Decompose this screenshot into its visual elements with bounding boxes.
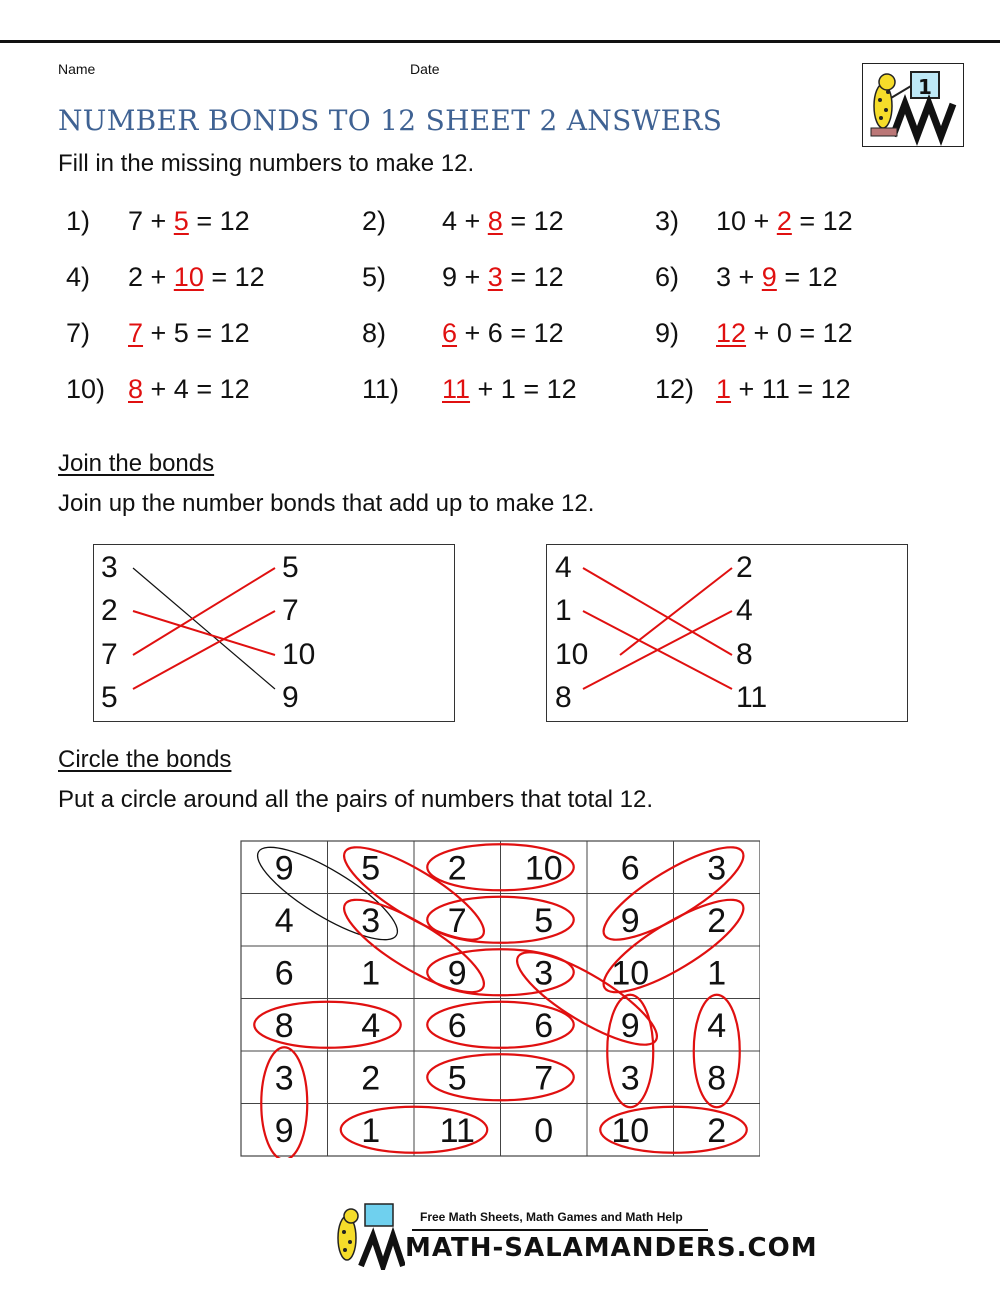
circle-bonds-heading: Circle the bonds: [58, 746, 232, 773]
answer-value: 5: [173, 206, 189, 236]
box2-left-3: 8: [555, 681, 572, 714]
grid-cell-number: 3: [707, 849, 727, 888]
question-equation: [128, 206, 250, 237]
equation-pre: 7 +: [128, 206, 174, 236]
answer-value: 10: [173, 262, 204, 292]
question-number: 12): [655, 374, 695, 404]
question-number: 4): [66, 262, 91, 292]
logo-grade: 1: [918, 75, 932, 99]
footer-rule: [412, 1229, 708, 1231]
question-number: 1): [66, 206, 91, 236]
box1-right-0: 5: [282, 551, 299, 584]
grid-cell-number: 0: [534, 1111, 554, 1150]
equation-pre: 3 +: [716, 262, 762, 292]
grid-cell-number: 3: [620, 1059, 640, 1098]
grid-cell-number: 2: [361, 1059, 381, 1098]
grid-cell-number: 9: [620, 1006, 640, 1045]
equation-post: + 6 = 12: [457, 318, 564, 348]
answer-value: 3: [487, 262, 503, 292]
grid-cell-number: 6: [620, 849, 640, 888]
equation-post: = 12: [203, 262, 265, 292]
salamander-logo-icon: [863, 64, 963, 146]
footer-tagline: Free Math Sheets, Math Games and Math Help: [420, 1210, 683, 1224]
grid-cell-number: 3: [274, 1059, 294, 1098]
equation-pre: 10 +: [716, 206, 777, 236]
equation-post: + 4 = 12: [143, 374, 250, 404]
grid-cell-number: 3: [361, 901, 381, 940]
date-label: Date: [410, 61, 440, 77]
equation-post: + 11 = 12: [731, 374, 851, 404]
grid-cell-number: 5: [534, 901, 554, 940]
grid-cell-number: 6: [534, 1006, 554, 1045]
grid-cell-number: 10: [524, 849, 563, 888]
question-number: 8): [362, 318, 387, 348]
circle-bonds-instruction: Put a circle around all the pairs of numbers that total 12.: [58, 786, 653, 813]
answer-value: 2: [776, 206, 792, 236]
box2-right-3: 11: [736, 681, 768, 714]
grid-cell-number: 8: [707, 1059, 727, 1098]
grid-cell-number: 7: [534, 1059, 554, 1098]
question-number: 9): [655, 318, 680, 348]
grid-cell-number: 4: [361, 1006, 381, 1045]
grid-cell-number: 9: [447, 954, 467, 993]
grid-cell-number: 4: [274, 901, 294, 940]
question-equation: [442, 318, 564, 349]
join-box-2-lines: [546, 544, 908, 722]
equation-post: = 12: [776, 262, 838, 292]
grid-cell-number: 9: [274, 1111, 294, 1150]
equation-pre: 9 +: [442, 262, 488, 292]
question-equation: [128, 374, 250, 405]
box1-right-1: 7: [282, 594, 299, 627]
box2-right-1: 4: [736, 594, 753, 627]
box1-left-2: 7: [101, 638, 118, 671]
grid-cell-number: 1: [707, 954, 727, 993]
question-number: 7): [66, 318, 91, 348]
grid-cell-number: 6: [447, 1006, 467, 1045]
grid-cell-number: 6: [274, 954, 294, 993]
box1-left-1: 2: [101, 594, 118, 627]
equation-pre: 4 +: [442, 206, 488, 236]
question-equation: [716, 262, 838, 293]
top-rule: [0, 40, 1000, 43]
question-number: 5): [362, 262, 387, 292]
question-equation: [128, 262, 265, 293]
grid-cell-number: 10: [611, 1111, 650, 1150]
join-bonds-instruction: Join up the number bonds that add up to make 12.: [58, 490, 595, 517]
grid-cell-number: 5: [447, 1059, 467, 1098]
answer-value: 12: [716, 318, 747, 348]
grid-cell-number: 2: [707, 1111, 727, 1150]
equation-post: = 12: [791, 206, 853, 236]
join-box-1-lines: [93, 544, 455, 722]
question-number: 6): [655, 262, 680, 292]
grid-cell-number: 2: [447, 849, 467, 888]
grid-cell-number: 11: [439, 1111, 475, 1150]
equation-post: = 12: [502, 206, 564, 236]
question-number: 3): [655, 206, 680, 236]
join-bonds-heading: Join the bonds: [58, 450, 215, 477]
grid-cell-number: 10: [611, 954, 650, 993]
box1-left-0: 3: [101, 551, 118, 584]
box1-right-3: 9: [282, 681, 299, 714]
box2-left-2: 10: [555, 638, 589, 671]
question-equation: [716, 374, 851, 405]
answer-value: 8: [487, 206, 503, 236]
equation-post: + 5 = 12: [143, 318, 250, 348]
circle-grid: [240, 840, 760, 1158]
box1-right-2: 10: [282, 638, 316, 671]
grid-cell-number: 5: [361, 849, 381, 888]
answer-value: 1: [716, 374, 732, 404]
answer-value: 9: [761, 262, 777, 292]
grid-cell-number: 9: [620, 901, 640, 940]
page-title: NUMBER BONDS TO 12 SHEET 2 ANSWERS: [58, 104, 723, 137]
question-equation: [716, 206, 853, 237]
box2-left-1: 1: [555, 594, 572, 627]
logo: [862, 63, 964, 147]
equation-post: + 1 = 12: [470, 374, 577, 404]
question-number: 10): [66, 374, 106, 404]
section1-instruction: Fill in the missing numbers to make 12.: [58, 150, 475, 177]
grid-cell-number: 9: [274, 849, 294, 888]
box2-left-0: 4: [555, 551, 572, 584]
name-label: Name: [58, 61, 96, 77]
grid-cell-number: 4: [707, 1006, 727, 1045]
answer-value: 7: [128, 318, 144, 348]
equation-post: = 12: [188, 206, 250, 236]
equation-pre: 2 +: [128, 262, 174, 292]
grid-cell-number: 2: [707, 901, 727, 940]
box2-right-0: 2: [736, 551, 753, 584]
grid-cell-number: 1: [361, 954, 381, 993]
equation-post: = 12: [502, 262, 564, 292]
question-equation: [442, 262, 564, 293]
question-equation: [716, 318, 853, 349]
grid-cell-number: 7: [447, 901, 467, 940]
question-number: 11): [362, 374, 400, 404]
grid-cell-number: 3: [534, 954, 554, 993]
question-equation: [442, 374, 577, 405]
box2-right-2: 8: [736, 638, 753, 671]
grid-cell-number: 1: [361, 1111, 381, 1150]
equation-post: + 0 = 12: [746, 318, 853, 348]
answer-value: 11: [442, 374, 471, 404]
answer-value: 8: [128, 374, 144, 404]
box1-left-3: 5: [101, 681, 118, 714]
footer-url[interactable]: MATH-SALAMANDERS.COM: [405, 1233, 818, 1263]
grid-cell-number: 8: [274, 1006, 294, 1045]
question-equation: [442, 206, 564, 237]
question-equation: [128, 318, 250, 349]
answer-value: 6: [442, 318, 458, 348]
question-number: 2): [362, 206, 387, 236]
footer-salamander-icon: [325, 1200, 405, 1270]
